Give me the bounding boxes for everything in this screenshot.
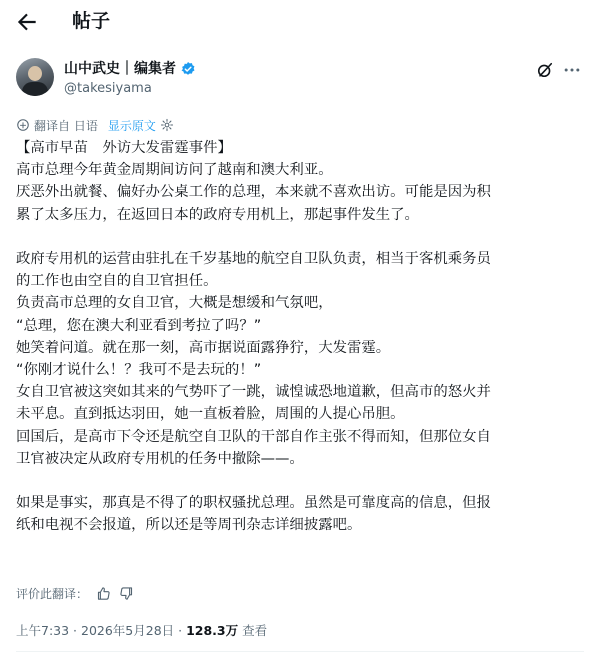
- post-line: 厌恶外出就餐、偏好办公桌工作的总理，本来就不喜欢出访。可能是因为积: [16, 184, 491, 201]
- translation-note: 翻译自 日语: [34, 118, 98, 133]
- post-timestamp[interactable]: 上午7:33 · 2026年5月28日: [16, 623, 175, 638]
- post-line: 累了太多压力，在返回日本的政府专用机上，那起事件发生了。: [16, 206, 419, 223]
- view-label: 查看: [238, 623, 268, 638]
- page-title: 帖子: [72, 10, 111, 32]
- arrow-left-icon[interactable]: [14, 9, 40, 35]
- rate-translation-label: 评价此翻译：: [16, 586, 89, 601]
- post-line: 卫官被决定从政府专用机的任务中撤除——。: [16, 450, 304, 467]
- post-line: 的工作也由空自的自卫官担任。: [16, 273, 218, 290]
- post-line-blank: [16, 470, 590, 492]
- post-line: 政府专用机的运营由驻扎在千岁基地的航空自卫队负责，相当于客机乘务员: [16, 251, 491, 267]
- author-name-row: [64, 59, 196, 79]
- translate-icon: [16, 118, 30, 132]
- post-line: 如果是事实，那真是不得了的职权骚扰总理。虽然是可靠度高的信息，但报: [16, 495, 491, 512]
- view-count: 128.3万: [186, 623, 239, 638]
- translation-bar: [16, 116, 174, 134]
- post-line: 负责高市总理的女自卫官，大概是想缓和气氛吧，: [16, 295, 333, 312]
- post-text: [16, 137, 590, 537]
- avatar[interactable]: [16, 58, 54, 96]
- author-handle[interactable]: @takesiyama: [64, 81, 152, 96]
- gear-icon[interactable]: [160, 118, 174, 132]
- post-line: 纸和电视不会报道，所以还是等周刊杂志详细披露吧。: [16, 517, 362, 534]
- post-line: 高市总理今年黄金周期间访问了越南和澳大利亚。: [16, 162, 333, 179]
- post-line: 回国后，是高市下令还是航空自卫队的干部自作主张不得而知，但那位女自: [16, 428, 491, 445]
- post-line: 【高市早苗 外访大发雷霆事件】: [16, 140, 232, 156]
- top-bar: [0, 0, 600, 44]
- post-line: 未平息。直到抵达羽田，她一直板着脸，周围的人提心吊胆。: [16, 406, 405, 423]
- show-original-link[interactable]: 显示原文: [107, 118, 156, 133]
- author-name[interactable]: 山中武史｜编集者: [64, 61, 176, 77]
- meta-separator: ·: [174, 623, 187, 638]
- post-line: 女自卫官被这突如其来的气势吓了一跳，诚惶诚恐地道歉，但高市的怒火并: [16, 384, 491, 401]
- post-line: 她笑着问道。就在那一刻，高市据说面露狰狞，大发雷霆。: [16, 339, 391, 356]
- grok-icon[interactable]: [535, 60, 555, 80]
- divider: [16, 651, 584, 652]
- post-line: “你刚才说什么！？我可不是去玩的！”: [16, 362, 262, 379]
- thumbs-down-icon[interactable]: [119, 586, 134, 601]
- post-line-blank: [16, 226, 590, 248]
- more-options-icon[interactable]: [562, 60, 582, 80]
- post-line: “总理，您在澳大利亚看到考拉了吗？”: [16, 317, 262, 334]
- post-meta: [16, 622, 267, 640]
- verified-badge-icon: [180, 61, 196, 77]
- rate-translation: [16, 584, 134, 602]
- thumbs-up-icon[interactable]: [96, 586, 111, 601]
